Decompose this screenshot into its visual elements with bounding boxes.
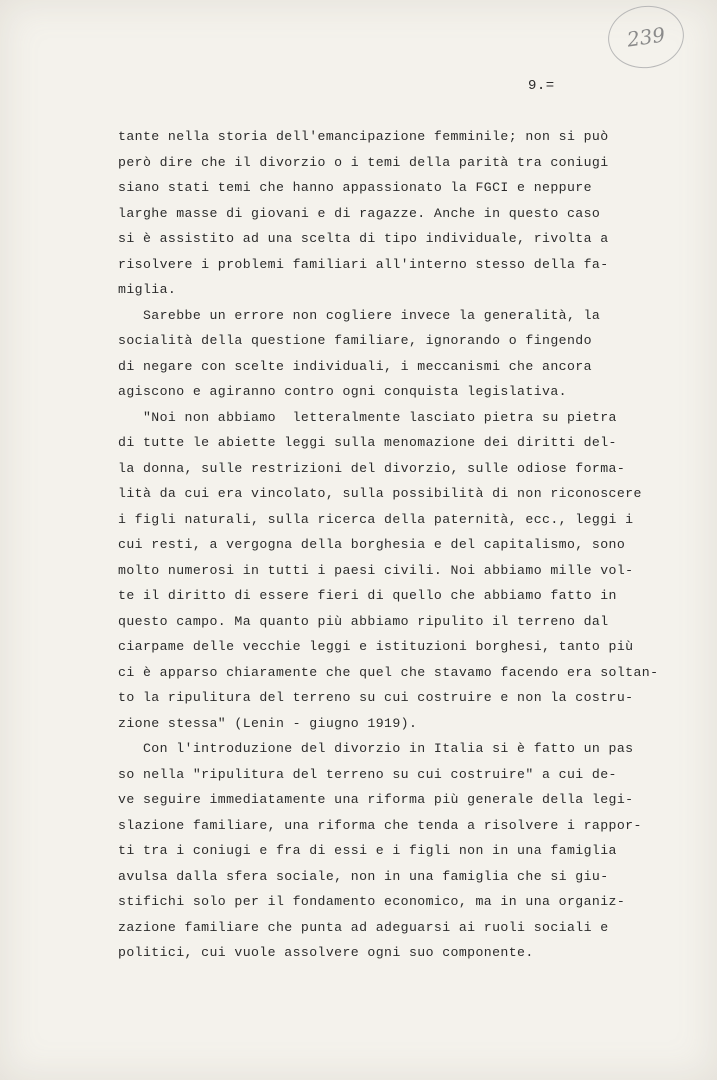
text-line: la donna, sulle restrizioni del divorzio, sulle odiose forma- [118, 460, 626, 476]
text-line: stifichi solo per il fondamento economico, ma in una organiz- [118, 894, 626, 909]
text-line: zazione familiare che punta ad adeguarsi ai ruoli sociali e [118, 919, 609, 935]
text-line: molto numerosi in tutti i paesi civili. Noi abbiamo mille vol- [118, 562, 634, 578]
text-line: ve seguire immediatamente una riforma più generale della legi- [118, 792, 634, 807]
text-line: lità da cui era vincolato, sulla possibilità di non riconoscere [118, 486, 642, 501]
text-line: Sarebbe un errore non cogliere invece la generalità, la [118, 307, 601, 323]
text-line: to la ripulitura del terreno su cui costruire e non la costru- [118, 690, 634, 705]
text-line: ti tra i coniugi e fra di essi e i figli non in una famiglia [118, 843, 617, 858]
text-line: ciarpame delle vecchie leggi e istituzioni borghesi, tanto più [118, 639, 634, 654]
text-line: si è assistito ad una scelta di tipo individuale, rivolta a [118, 231, 609, 246]
archive-number: 239 [625, 22, 667, 52]
body-text [118, 124, 659, 966]
text-line: di tutte le abiette leggi sulla menomazione dei diritti del- [118, 435, 617, 450]
text-line: avulsa dalla sfera sociale, non in una famiglia che si giu- [118, 868, 609, 884]
text-line: agiscono e agiranno contro ogni conquista legislativa. [118, 384, 567, 399]
text-line: te il diritto di essere fieri di quello che abbiamo fatto in [118, 588, 617, 603]
text-line: Con l'introduzione del divorzio in Italia si è fatto un pas [118, 741, 634, 756]
archive-stamp [604, 1, 688, 73]
text-line: socialità della questione familiare, ignorando o fingendo [118, 333, 592, 348]
text-line: però dire che il divorzio o i temi della parità tra coniugi [118, 154, 609, 170]
text-line: risolvere i problemi familiari all'interno stesso della fa- [118, 256, 609, 272]
text-line: di negare con scelte individuali, i meccanismi che ancora [118, 358, 592, 374]
text-line: siano stati temi che hanno appassionato la FGCI e neppure [118, 180, 592, 195]
text-line: so nella "ripulitura del terreno su cui costruire" a cui de- [118, 766, 617, 782]
text-line: tante nella storia dell'emancipazione femminile; non si può [118, 129, 609, 144]
text-line: "Noi non abbiamo letteralmente lasciato pietra su pietra [118, 409, 617, 425]
page-number: 9.= [528, 78, 555, 94]
text-line: questo campo. Ma quanto più abbiamo ripulito il terreno dal [118, 613, 609, 629]
text-line: i figli naturali, sulla ricerca della paternità, ecc., leggi i [118, 511, 634, 527]
text-line: larghe masse di giovani e di ragazze. Anche in questo caso [118, 205, 601, 221]
text-line: slazione familiare, una riforma che tenda a risolvere i rappor- [118, 817, 642, 833]
text-line: ci è apparso chiaramente che quel che stavamo facendo era soltan- [118, 664, 659, 680]
text-line: politici, cui vuole assolvere ogni suo componente. [118, 945, 534, 960]
text-line: miglia. [118, 282, 177, 297]
text-line: zione stessa" (Lenin - giugno 1919). [118, 715, 418, 731]
text-line: cui resti, a vergogna della borghesia e del capitalismo, sono [118, 537, 626, 552]
